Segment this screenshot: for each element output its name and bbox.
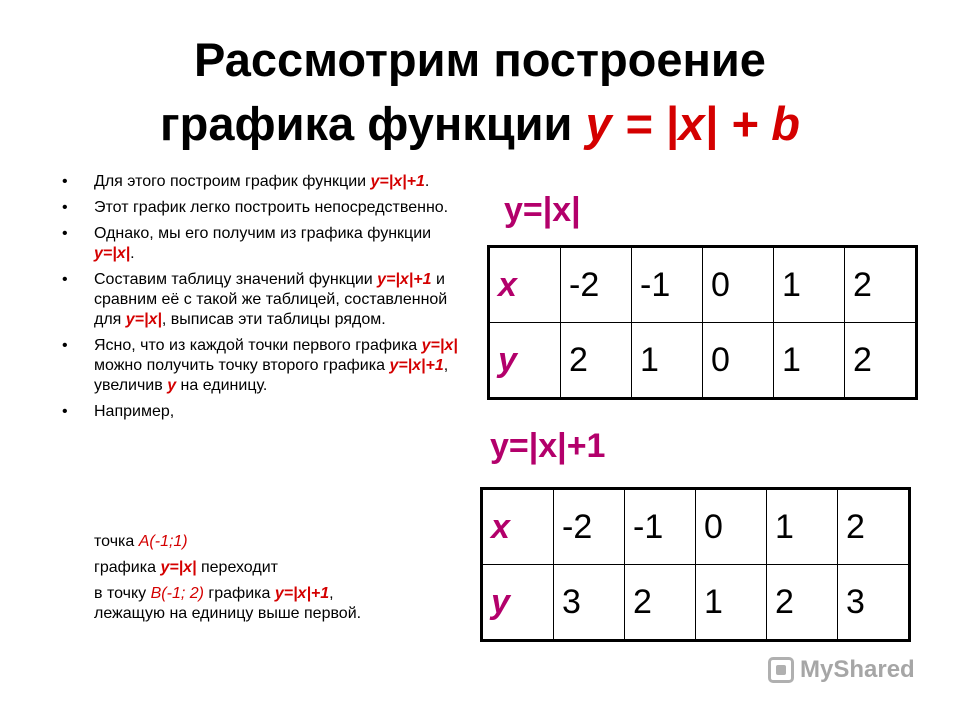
bullet-text: на единицу.	[176, 377, 268, 394]
watermark-text: MyShared	[800, 656, 915, 683]
table-cell: 1	[767, 489, 838, 565]
table-cell: 0	[696, 489, 767, 565]
bullet-item	[62, 172, 470, 192]
example-text: ,	[329, 585, 334, 602]
bullet-text: , увеличив	[94, 357, 449, 394]
bullet-formula: y=|x|+1	[370, 173, 425, 190]
bullet-item	[62, 224, 470, 264]
bullet-text: .	[424, 173, 430, 190]
example-text: переходит	[196, 559, 278, 576]
table-cell: 2	[838, 489, 910, 565]
table2	[480, 487, 911, 642]
bullet-text: Этот график легко построить непосредственно.	[94, 199, 449, 216]
bullet-dot: •	[62, 403, 68, 420]
myshared-logo-icon	[768, 657, 794, 683]
example-text: графика	[203, 585, 275, 602]
table-row	[482, 489, 910, 565]
title-line-2-text: графика функции	[160, 97, 586, 150]
bullet-formula: y=|x|	[421, 337, 458, 354]
example-line-3	[94, 584, 334, 604]
table-cell: 0	[703, 323, 774, 399]
example-point-b: B(-1; 2)	[150, 585, 204, 602]
table-cell: -2	[554, 489, 625, 565]
table-x-header: x	[482, 489, 554, 565]
table-cell: 0	[703, 247, 774, 323]
table-cell: 2	[561, 323, 632, 399]
title-line-1: Рассмотрим построение	[194, 33, 766, 86]
bullet-dot: •	[62, 271, 68, 288]
table-cell: 1	[774, 323, 845, 399]
table-cell: 2	[845, 323, 917, 399]
table-cell: 3	[554, 565, 625, 641]
table1	[487, 245, 918, 400]
example-point-a: A(-1;1)	[138, 533, 188, 550]
table-row	[489, 247, 917, 323]
example-line-1	[94, 532, 188, 552]
bullet-text: Ясно, что из каждой точки первого графика	[94, 337, 422, 354]
watermark-logo	[768, 656, 915, 684]
title-line-2	[0, 92, 960, 156]
example-formula: y=|x|+1	[274, 585, 330, 602]
table-cell: -1	[632, 247, 703, 323]
bullet-text: Для этого построим график функции	[94, 173, 371, 190]
example-text: в точку	[94, 585, 151, 602]
example-line-4: лежащую на единицу выше первой.	[94, 605, 362, 622]
bullet-item	[62, 198, 470, 218]
table-cell: 1	[632, 323, 703, 399]
table-cell: 2	[625, 565, 696, 641]
bullet-formula: y	[167, 377, 177, 394]
bullet-dot: •	[62, 173, 68, 190]
bullet-dot: •	[62, 225, 68, 242]
bullet-text: Например,	[94, 403, 175, 420]
table-cell: 1	[696, 565, 767, 641]
example-text: графика	[94, 559, 161, 576]
table-y-header: y	[489, 323, 561, 399]
bullet-text: Составим таблицу значений функции	[94, 271, 378, 288]
table-cell: -1	[625, 489, 696, 565]
title-formula: y = |x| + b	[585, 97, 800, 150]
bullet-text: можно получить точку второго графика	[94, 357, 390, 374]
bullet-text: и сравним её с такой же таблицей, составленной для	[94, 271, 448, 328]
example-formula: y=|x|	[160, 559, 197, 576]
table-row	[482, 565, 910, 641]
bullet-dot: •	[62, 337, 68, 354]
table-cell: 2	[767, 565, 838, 641]
table-x-header: x	[489, 247, 561, 323]
slide-title	[0, 28, 960, 156]
table-cell: 1	[774, 247, 845, 323]
bullet-formula: y=|x|+1	[377, 271, 432, 288]
bullet-list	[62, 172, 470, 428]
example-line-2	[94, 558, 278, 578]
example-text: точка	[94, 533, 139, 550]
table-y-header: y	[482, 565, 554, 641]
bullet-formula: y=|x|	[94, 245, 131, 262]
bullet-formula: y=|x|+1	[389, 357, 444, 374]
table-cell: -2	[561, 247, 632, 323]
table-row	[489, 323, 917, 399]
table1-label: y=|x|	[504, 191, 581, 229]
bullet-item	[62, 270, 470, 330]
table-cell: 2	[845, 247, 917, 323]
bullet-formula: y=|x|	[125, 311, 162, 328]
bullet-text: .	[130, 245, 135, 262]
bullet-text: Однако, мы его получим из графика функции	[94, 225, 432, 242]
table2-label: y=|x|+1	[490, 427, 606, 465]
bullet-text: , выписав эти таблицы рядом.	[161, 311, 386, 328]
bullet-item	[62, 336, 470, 396]
bullet-dot: •	[62, 199, 68, 216]
bullet-item	[62, 402, 470, 422]
table-cell: 3	[838, 565, 910, 641]
